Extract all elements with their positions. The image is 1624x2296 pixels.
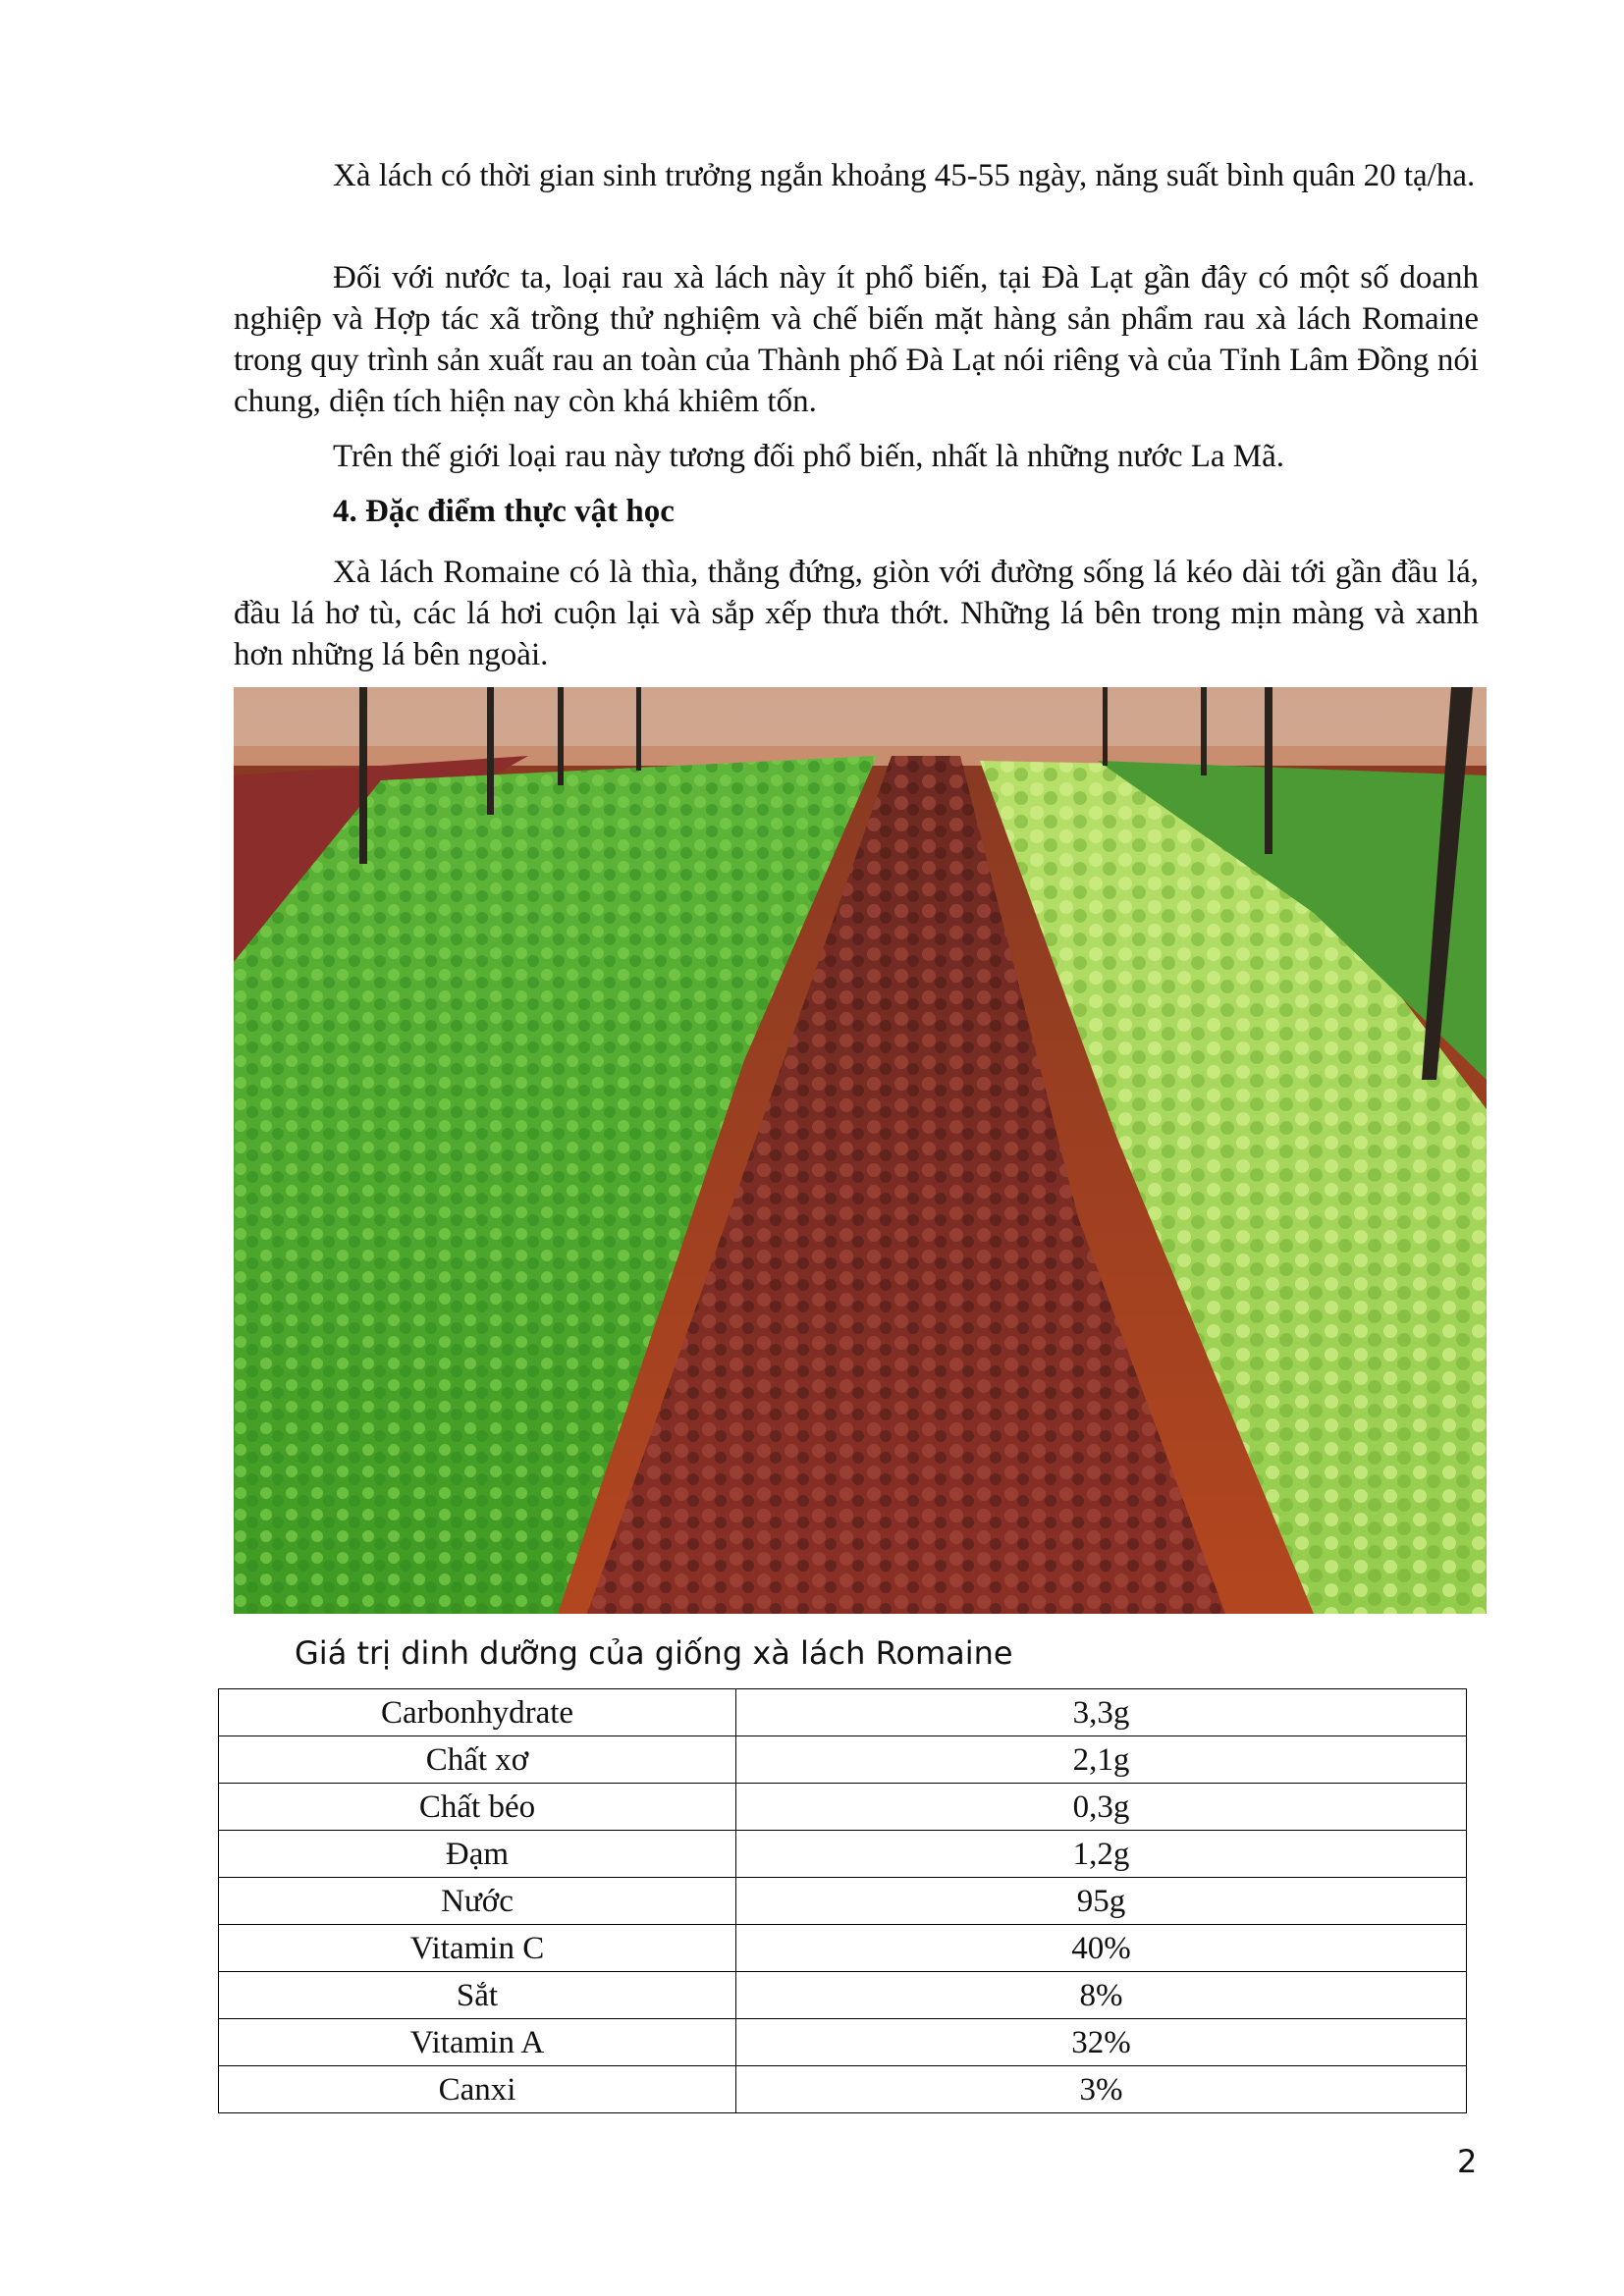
section-heading: 4. Đặc điểm thực vật học (333, 494, 675, 529)
table-row (219, 1878, 1467, 1925)
table-caption: Giá trị dinh dưỡng của giống xà lách Romaine (295, 1634, 1013, 1672)
nutrient-name: Carbonhydrate (219, 1689, 736, 1736)
nutrient-name: Vitamin C (219, 1925, 736, 1972)
page-number: 2 (1457, 2143, 1478, 2180)
nutrient-name: Canxi (219, 2066, 736, 2113)
nutrient-value: 32% (736, 2019, 1467, 2066)
table-row (219, 1736, 1467, 1784)
table-row (219, 1831, 1467, 1878)
table-row (219, 1689, 1467, 1736)
paragraph-vietnam-status: Đối với nước ta, loại rau xà lách này ít phổ biến, tại Đà Lạt gần đây có một số doanh nghiệp và Hợp tác xã trồng thử nghiệm và chế biến mặt hàng sản phẩm rau xà lách Romaine trong quy trình sản xuất rau an toàn của Thành phố Đà Lạt nói riêng và của Tỉnh Lâm Đồng nói chung, diện tích hiện nay còn khá khiêm tốn. (234, 260, 1479, 419)
nutrient-value: 40% (736, 1925, 1467, 1972)
nutrient-name: Chất béo (219, 1784, 736, 1831)
nutrient-name: Chất xơ (219, 1736, 736, 1784)
nutrient-value: 3% (736, 2066, 1467, 2113)
paragraph-world-status: Trên thế giới loại rau này tương đối phổ biến, nhất là những nước La Mã. (333, 439, 1285, 474)
nutrient-value: 3,3g (736, 1689, 1467, 1736)
table-row (219, 1784, 1467, 1831)
nutrient-value: 2,1g (736, 1736, 1467, 1784)
nutrient-name: Vitamin A (219, 2019, 736, 2066)
table-row (219, 1925, 1467, 1972)
nutrient-name: Nước (219, 1878, 736, 1925)
table-row (219, 2019, 1467, 2066)
table-row (219, 2066, 1467, 2113)
nutrient-value: 1,2g (736, 1831, 1467, 1878)
nutrient-name: Đạm (219, 1831, 736, 1878)
paragraph-growth-time: Xà lách có thời gian sinh trưởng ngắn khoảng 45-55 ngày, năng suất bình quân 20 tạ/ha. (333, 158, 1476, 193)
nutrient-name: Sắt (219, 1972, 736, 2019)
nutrient-value: 95g (736, 1878, 1467, 1925)
table-row (219, 1972, 1467, 2019)
nutrient-value: 0,3g (736, 1784, 1467, 1831)
nutrition-table (218, 1688, 1467, 2113)
nutrient-value: 8% (736, 1972, 1467, 2019)
paragraph-botanical-features: Xà lách Romaine có là thìa, thẳng đứng, giòn với đường sống lá kéo dài tới gần đầu lá, đầu lá hơ tù, các lá hơi cuộn lại và sắp xếp thưa thớt. Những lá bên trong mịn màng và xanh hơn những lá bên ngoài. (234, 555, 1479, 672)
lettuce-field-photo (234, 687, 1487, 1614)
